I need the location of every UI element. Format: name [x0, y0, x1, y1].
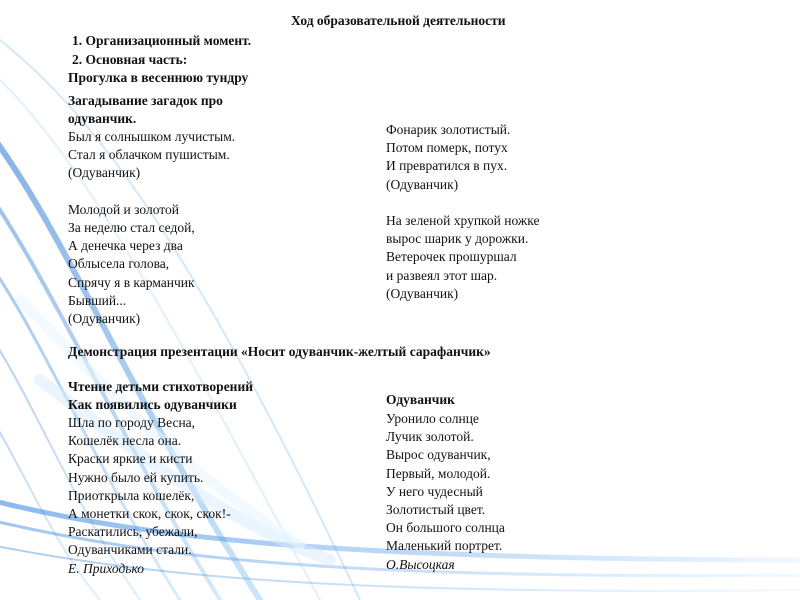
poem-line: Первый, молодой.: [386, 465, 491, 481]
document-title: Ход образовательной деятельности: [291, 13, 506, 28]
poem-line: Лучик золотой.: [386, 429, 474, 445]
step-main-part: 2. Основная часть:: [72, 52, 188, 67]
riddles-right-column: [386, 121, 539, 303]
riddle-line: вырос шарик у дорожки.: [386, 231, 529, 247]
riddle-line: (Одуванчик): [386, 176, 459, 192]
riddle-line: (Одуванчик): [68, 311, 141, 327]
riddle-line: Потом померк, потух: [386, 140, 508, 156]
poem-line: У него чудесный: [386, 483, 483, 499]
poem-line: Уронило солнце: [386, 411, 479, 426]
riddle-line: Был я солнышком лучистым.: [68, 129, 236, 144]
riddle-line: А денечка через два: [68, 238, 183, 254]
poem-line: Он большого солнца: [386, 520, 505, 536]
poem-line: А монетки скок, скок, скок!-: [68, 506, 231, 522]
riddle-line: Фонарик золотистый.: [386, 122, 511, 137]
poem-line: Краски яркие и кисти: [68, 451, 193, 467]
poem-line: Маленький портрет.: [386, 538, 503, 554]
step-organizational: 1. Организационный момент.: [72, 33, 252, 48]
poem-right-title: Одуванчик: [386, 392, 455, 407]
poem-line: Шла по городу Весна,: [68, 415, 196, 430]
riddle-line: и развеял этот шар.: [386, 267, 498, 283]
poem-line: Вырос одуванчик,: [386, 447, 491, 463]
riddle-line: Стал я облачком пушистым.: [68, 147, 230, 163]
riddle-line: Спрячу я в карманчик: [68, 274, 195, 290]
poem-left-body: [68, 414, 231, 578]
riddle-line: Облысела голова,: [68, 256, 170, 272]
walk-title: Прогулка в весеннюю тундру: [68, 70, 249, 85]
poem-line: Одуванчиками стали.: [68, 542, 192, 558]
riddle-line: За неделю стал седой,: [68, 220, 195, 236]
riddles-heading-line2: одуванчик.: [68, 111, 137, 126]
poem-right-body: [386, 410, 505, 574]
riddles-left-column: [68, 128, 235, 328]
riddle-line: (Одуванчик): [386, 285, 459, 301]
poem-line: Нужно было ей купить.: [68, 469, 204, 485]
riddle-line: И превратился в пух.: [386, 158, 508, 174]
riddle-line: Бывший...: [68, 292, 127, 308]
poems-heading: Чтение детьми стихотворений: [68, 379, 254, 394]
presentation-heading: Демонстрация презентации «Носит одуванчик-желтый сарафанчик»: [68, 344, 491, 359]
riddle-line: [68, 183, 235, 201]
poem-right-author: О.Высоцкая: [386, 556, 455, 572]
poem-line: Приоткрыла кошелёк,: [68, 487, 195, 503]
riddle-line: [386, 194, 539, 212]
riddle-line: На зеленой хрупкой ножке: [386, 213, 540, 229]
riddle-line: Молодой и золотой: [68, 201, 179, 217]
poem-left-author: Е. Приходько: [68, 560, 144, 576]
poem-line: Золотистый цвет.: [386, 502, 486, 518]
riddle-line: (Одуванчик): [68, 165, 141, 181]
poem-line: Кошелёк несла она.: [68, 433, 182, 449]
riddle-line: Ветерочек прошуршал: [386, 249, 517, 265]
poem-left-title: Как появились одуванчики: [68, 397, 237, 412]
poem-line: Раскатились, убежали,: [68, 524, 198, 540]
riddles-heading-line1: Загадывание загадок про: [68, 93, 223, 108]
